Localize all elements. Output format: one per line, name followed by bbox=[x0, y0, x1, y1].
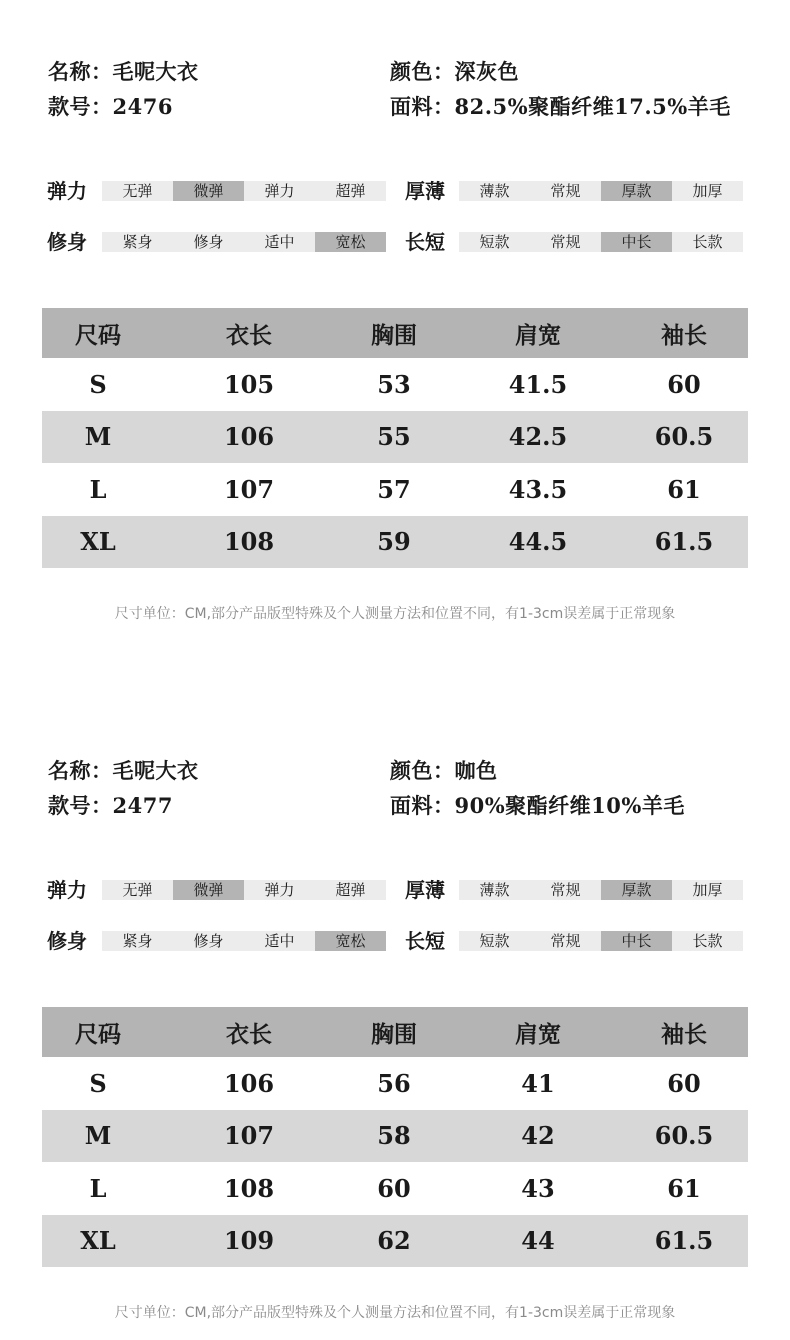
table-cell: 60.5 bbox=[654, 1121, 714, 1151]
table-cell: L bbox=[89, 474, 107, 504]
fit-label: 修身 bbox=[47, 230, 87, 254]
table-cell: 60 bbox=[667, 369, 701, 399]
product-color: 颜色：咖色 bbox=[390, 758, 498, 783]
option-chip: 修身 bbox=[173, 931, 244, 951]
table-header-cell: 袖长 bbox=[661, 321, 707, 349]
option-chip: 薄款 bbox=[459, 880, 530, 900]
table-cell: 57 bbox=[377, 474, 411, 504]
option-chip: 弹力 bbox=[244, 880, 315, 900]
table-cell: 42 bbox=[521, 1121, 555, 1151]
table-row bbox=[42, 463, 748, 516]
thickness-options bbox=[459, 181, 743, 201]
table-row bbox=[42, 516, 748, 569]
table-cell: S bbox=[89, 1068, 107, 1098]
table-row bbox=[42, 1057, 748, 1110]
table-header-row bbox=[42, 308, 748, 358]
table-header-cell: 肩宽 bbox=[515, 1020, 561, 1048]
table-cell: 61.5 bbox=[654, 527, 714, 557]
fit-options bbox=[102, 232, 386, 252]
table-cell: 60 bbox=[667, 1068, 701, 1098]
fit-label: 修身 bbox=[47, 929, 87, 953]
thickness-label: 厚薄 bbox=[405, 878, 445, 902]
option-chip: 常规 bbox=[530, 181, 601, 201]
table-cell: 107 bbox=[223, 474, 275, 504]
table-cell: L bbox=[89, 1173, 107, 1203]
elasticity-options bbox=[102, 181, 386, 201]
option-chip: 适中 bbox=[244, 931, 315, 951]
option-chip: 薄款 bbox=[459, 181, 530, 201]
table-cell: M bbox=[84, 422, 112, 452]
table-cell: 56 bbox=[377, 1068, 411, 1098]
thickness-label: 厚薄 bbox=[405, 179, 445, 203]
product-spec-card bbox=[0, 0, 790, 640]
option-chip: 适中 bbox=[244, 232, 315, 252]
option-chip: 常规 bbox=[530, 931, 601, 951]
table-cell: 61 bbox=[667, 474, 701, 504]
option-chip: 修身 bbox=[173, 232, 244, 252]
table-cell: 43 bbox=[521, 1173, 555, 1203]
table-header-cell: 肩宽 bbox=[515, 321, 561, 349]
table-header-cell: 袖长 bbox=[661, 1020, 707, 1048]
table-row bbox=[42, 1162, 748, 1215]
option-chip: 厚款 bbox=[601, 880, 672, 900]
table-cell: 55 bbox=[377, 422, 411, 452]
option-chip: 长款 bbox=[672, 232, 743, 252]
option-chip: 紧身 bbox=[102, 931, 173, 951]
elasticity-label: 弹力 bbox=[47, 878, 87, 902]
size-note: 尺寸单位：CM,部分产品版型特殊及个人测量方法和位置不同，有1-3cm误差属于正常现象 bbox=[114, 606, 676, 622]
product-fabric: 面料：82.5%聚酯纤维17.5%羊毛 bbox=[390, 94, 731, 119]
option-chip: 无弹 bbox=[102, 880, 173, 900]
table-header-cell: 衣长 bbox=[226, 321, 272, 349]
elasticity-options bbox=[102, 880, 386, 900]
table-cell: 42.5 bbox=[508, 422, 568, 452]
table-row bbox=[42, 1110, 748, 1163]
size-note: 尺寸单位：CM,部分产品版型特殊及个人测量方法和位置不同，有1-3cm误差属于正常现象 bbox=[114, 1305, 676, 1321]
product-fabric: 面料：90%聚酯纤维10%羊毛 bbox=[390, 793, 685, 818]
table-row bbox=[42, 411, 748, 464]
table-header-cell: 衣长 bbox=[226, 1020, 272, 1048]
product-code: 款号：2476 bbox=[48, 94, 173, 119]
option-chip: 长款 bbox=[672, 931, 743, 951]
table-cell: 107 bbox=[223, 1121, 275, 1151]
table-cell: 44.5 bbox=[508, 527, 568, 557]
product-color: 颜色：深灰色 bbox=[390, 59, 519, 84]
table-cell: 60 bbox=[377, 1173, 411, 1203]
table-cell: 53 bbox=[377, 369, 411, 399]
option-chip: 中长 bbox=[601, 232, 672, 252]
fit-options bbox=[102, 931, 386, 951]
table-cell: 108 bbox=[223, 1173, 275, 1203]
table-cell: 59 bbox=[377, 527, 411, 557]
table-cell: 43.5 bbox=[508, 474, 568, 504]
table-cell: 62 bbox=[377, 1226, 411, 1256]
option-chip: 超弹 bbox=[315, 880, 386, 900]
thickness-options bbox=[459, 880, 743, 900]
table-header-cell: 尺码 bbox=[75, 321, 121, 349]
option-chip: 微弹 bbox=[173, 181, 244, 201]
option-chip: 常规 bbox=[530, 232, 601, 252]
table-cell: 109 bbox=[223, 1226, 275, 1256]
length-options bbox=[459, 232, 743, 252]
table-header-cell: 尺码 bbox=[75, 1020, 121, 1048]
option-chip: 紧身 bbox=[102, 232, 173, 252]
table-cell: XL bbox=[80, 1226, 116, 1256]
table-cell: 106 bbox=[223, 422, 275, 452]
option-chip: 加厚 bbox=[672, 181, 743, 201]
option-chip: 加厚 bbox=[672, 880, 743, 900]
option-chip: 无弹 bbox=[102, 181, 173, 201]
option-chip: 微弹 bbox=[173, 880, 244, 900]
length-options bbox=[459, 931, 743, 951]
option-chip: 弹力 bbox=[244, 181, 315, 201]
option-chip: 常规 bbox=[530, 880, 601, 900]
table-cell: 58 bbox=[377, 1121, 411, 1151]
table-cell: 41.5 bbox=[508, 369, 568, 399]
elasticity-label: 弹力 bbox=[47, 179, 87, 203]
size-table bbox=[42, 1007, 748, 1267]
table-cell: S bbox=[89, 369, 107, 399]
table-cell: 106 bbox=[223, 1068, 275, 1098]
option-chip: 宽松 bbox=[315, 232, 386, 252]
product-name: 名称：毛呢大衣 bbox=[48, 59, 199, 84]
table-cell: M bbox=[84, 1121, 112, 1151]
table-row bbox=[42, 1215, 748, 1268]
table-header-cell: 胸围 bbox=[371, 321, 417, 349]
length-label: 长短 bbox=[405, 230, 445, 254]
option-chip: 短款 bbox=[459, 931, 530, 951]
table-cell: 61 bbox=[667, 1173, 701, 1203]
option-chip: 超弹 bbox=[315, 181, 386, 201]
option-chip: 厚款 bbox=[601, 181, 672, 201]
option-chip: 短款 bbox=[459, 232, 530, 252]
table-cell: 60.5 bbox=[654, 422, 714, 452]
product-name: 名称：毛呢大衣 bbox=[48, 758, 199, 783]
table-cell: 108 bbox=[223, 527, 275, 557]
table-cell: 105 bbox=[223, 369, 275, 399]
product-spec-card bbox=[0, 699, 790, 1339]
product-code: 款号：2477 bbox=[48, 793, 173, 818]
option-chip: 中长 bbox=[601, 931, 672, 951]
table-row bbox=[42, 358, 748, 411]
option-chip: 宽松 bbox=[315, 931, 386, 951]
table-cell: 44 bbox=[521, 1226, 555, 1256]
table-header-row bbox=[42, 1007, 748, 1057]
size-table bbox=[42, 308, 748, 568]
table-cell: 41 bbox=[521, 1068, 555, 1098]
table-cell: XL bbox=[80, 527, 116, 557]
table-cell: 61.5 bbox=[654, 1226, 714, 1256]
length-label: 长短 bbox=[405, 929, 445, 953]
table-header-cell: 胸围 bbox=[371, 1020, 417, 1048]
